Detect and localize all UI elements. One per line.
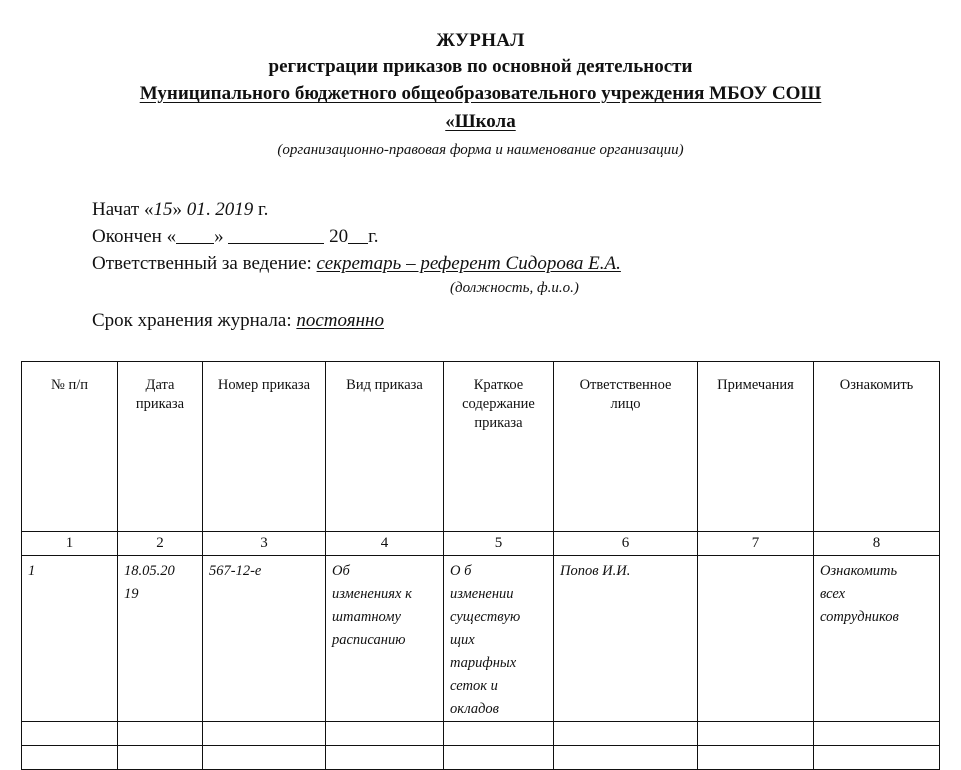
column-number-cell: 4 xyxy=(326,532,444,556)
started-dot: . xyxy=(205,199,211,220)
cell-line: всех xyxy=(820,586,846,602)
header-line: Номер приказа xyxy=(217,377,311,393)
header-line: приказа xyxy=(474,415,523,431)
finished-year-blank[interactable] xyxy=(348,226,368,244)
table-cell-acknowledge[interactable] xyxy=(814,556,940,722)
table-head xyxy=(22,362,940,532)
retention-label: Срок хранения журнала: xyxy=(92,310,292,331)
table-cell-order-type[interactable] xyxy=(326,556,444,722)
journal-form-fields xyxy=(92,196,852,334)
started-quote-close: » xyxy=(172,199,182,220)
table-header-cell xyxy=(814,362,940,532)
finished-suffix: г. xyxy=(368,226,379,247)
table-cell-empty[interactable] xyxy=(554,722,698,746)
header-line: Вид приказа xyxy=(346,377,423,393)
cell-line: Попов И.И. xyxy=(560,563,631,579)
finished-quote-open: « xyxy=(166,226,177,247)
table-cell-empty[interactable] xyxy=(698,722,814,746)
table-header-row xyxy=(22,362,940,532)
cell-line: 1 xyxy=(28,563,36,579)
document-title-block xyxy=(0,28,961,162)
cell-line: сеток и xyxy=(450,678,498,694)
table-cell-responsible-person[interactable] xyxy=(554,556,698,722)
table-row-empty xyxy=(22,722,940,746)
header-line: лицо xyxy=(610,396,641,412)
table-cell-empty[interactable] xyxy=(698,746,814,770)
header-line: Ознакомить xyxy=(839,377,914,393)
finished-label: Окончен xyxy=(92,226,162,247)
table-header-cell xyxy=(698,362,814,532)
started-day-value[interactable]: 15 xyxy=(153,199,173,220)
cell-line: расписанию xyxy=(332,632,406,648)
column-number-cell: 2 xyxy=(118,532,203,556)
table-header-cell xyxy=(22,362,118,532)
table-cell-empty[interactable] xyxy=(814,746,940,770)
table-cell-empty[interactable] xyxy=(22,722,118,746)
organization-name-line2 xyxy=(0,108,961,136)
started-line xyxy=(92,196,852,223)
table-cell-empty[interactable] xyxy=(203,746,326,770)
retention-line xyxy=(92,307,852,334)
table-cell-empty[interactable] xyxy=(444,746,554,770)
table-cell-empty[interactable] xyxy=(203,722,326,746)
cell-line: изменении xyxy=(450,586,514,602)
table-header-cell xyxy=(203,362,326,532)
table-cell-empty[interactable] xyxy=(118,746,203,770)
table-header-cell xyxy=(326,362,444,532)
cell-line: окладов xyxy=(450,701,499,717)
registration-table xyxy=(21,361,940,770)
cell-line: 567-12-е xyxy=(209,563,262,579)
table-cell-order-date[interactable] xyxy=(118,556,203,722)
responsible-caption: (должность, ф.и.о.) xyxy=(450,280,579,296)
table-header-cell xyxy=(554,362,698,532)
document-subtitle: регистрации приказов по основной деятельности xyxy=(268,56,693,77)
finished-day-blank[interactable] xyxy=(176,226,214,244)
header-line: Краткое xyxy=(473,377,524,393)
cell-line: штатному xyxy=(332,609,401,625)
header-line: Ответственное xyxy=(579,377,672,393)
table-cell-empty[interactable] xyxy=(554,746,698,770)
finished-month-blank[interactable] xyxy=(228,226,324,244)
header-line: содержание xyxy=(462,396,535,412)
column-number-cell: 3 xyxy=(203,532,326,556)
cell-line: щих xyxy=(450,632,475,648)
started-month-value[interactable]: 01 xyxy=(186,199,206,220)
responsible-line xyxy=(92,250,852,277)
table-cell-empty[interactable] xyxy=(814,722,940,746)
header-line: Примечания xyxy=(717,377,794,393)
organization-caption: (организационно-правовая форма и наименование организации) xyxy=(277,142,684,158)
organization-name-line1: Муниципального бюджетного общеобразовательного учреждения МБОУ СОШ xyxy=(139,83,822,104)
header-line: Дата xyxy=(145,377,175,393)
header-line: № п/п xyxy=(50,377,88,393)
finished-year-prefix: 20 xyxy=(329,226,349,247)
page-title: ЖУРНАЛ xyxy=(436,30,525,51)
table-cell-notes[interactable] xyxy=(698,556,814,722)
column-number-row xyxy=(22,532,940,556)
column-number-cell: 5 xyxy=(444,532,554,556)
cell-line: изменениях к xyxy=(332,586,412,602)
responsible-label: Ответственный за ведение: xyxy=(92,253,312,274)
table-cell-empty[interactable] xyxy=(118,722,203,746)
table-row-empty xyxy=(22,746,940,770)
table-header-cell xyxy=(118,362,203,532)
cell-line: Об xyxy=(332,563,350,579)
started-year-value[interactable]: 2019 xyxy=(215,199,254,220)
table-cell-order-id[interactable] xyxy=(203,556,326,722)
cell-line: тарифных xyxy=(450,655,517,671)
cell-line: 19 xyxy=(124,586,139,602)
table-body xyxy=(22,532,940,770)
cell-line: существую xyxy=(450,609,521,625)
organization-name-line2-text: «Школа xyxy=(445,111,516,132)
column-number-cell: 7 xyxy=(698,532,814,556)
table-cell-order-number[interactable] xyxy=(22,556,118,722)
table-cell-empty[interactable] xyxy=(22,746,118,770)
retention-value[interactable]: постоянно xyxy=(296,310,384,331)
cell-line: О б xyxy=(450,563,472,579)
header-line: приказа xyxy=(135,396,185,412)
responsible-value[interactable]: секретарь – референт Сидорова Е.А. xyxy=(316,253,621,274)
table-cell-empty[interactable] xyxy=(326,746,444,770)
table-cell-empty[interactable] xyxy=(444,722,554,746)
started-suffix: г. xyxy=(257,199,269,220)
cell-line: сотрудников xyxy=(820,609,899,625)
column-number-cell: 1 xyxy=(22,532,118,556)
table-cell-empty[interactable] xyxy=(326,722,444,746)
cell-line: 18.05.20 xyxy=(124,563,175,579)
finished-quote-close: » xyxy=(214,226,224,247)
table-cell-order-summary[interactable] xyxy=(444,556,554,722)
column-number-cell: 8 xyxy=(814,532,940,556)
table-row xyxy=(22,556,940,722)
started-label: Начат xyxy=(92,199,140,220)
cell-line: Ознакомить xyxy=(820,563,898,579)
table-header-cell xyxy=(444,362,554,532)
finished-line xyxy=(92,223,852,250)
column-number-cell: 6 xyxy=(554,532,698,556)
started-quote-open: « xyxy=(143,199,154,220)
